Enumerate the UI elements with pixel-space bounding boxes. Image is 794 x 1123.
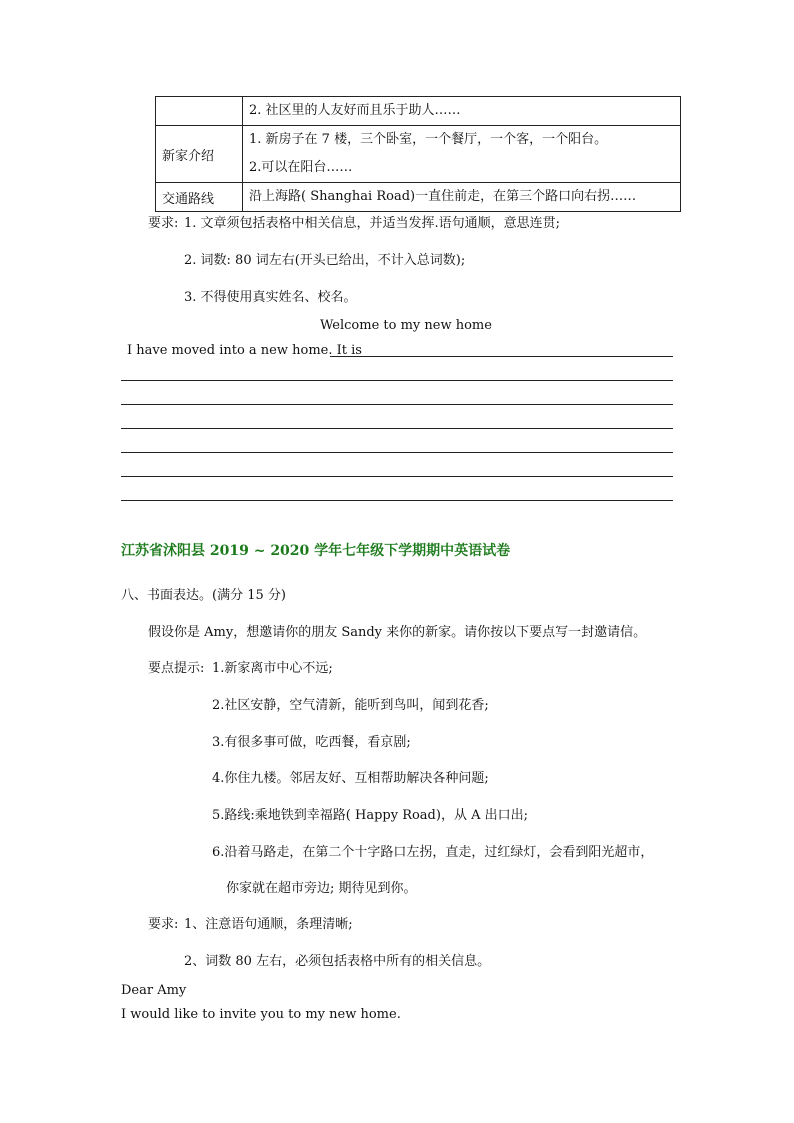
- req-prefix: 要求:: [148, 917, 179, 932]
- salutation: Dear Amy: [121, 983, 187, 998]
- answer-line: [121, 476, 673, 477]
- letter-opening: I would like to invite you to my new home.: [121, 1007, 401, 1022]
- answer-line: [121, 404, 673, 405]
- cell-line: 2. 社区里的人友好而且乐于助人……: [249, 103, 461, 118]
- essay-title: Welcome to my new home: [320, 318, 492, 333]
- table-row: [156, 126, 681, 183]
- part-title: 八、书面表达。(满分 15 分): [121, 588, 286, 603]
- points-prefix: 要点提示:: [148, 661, 205, 676]
- row-label: 新家介绍: [156, 126, 243, 183]
- requirement-item: 3. 不得使用真实姓名、校名。: [184, 290, 357, 305]
- info-table: [155, 96, 681, 212]
- point-item: 6.沿着马路走，在第二个十字路口左拐，直走，过红绿灯，会看到阳光超市，: [212, 845, 654, 860]
- point-item: 2.社区安静，空气清新，能听到鸟叫，闻到花香;: [212, 698, 489, 713]
- answer-line: [121, 452, 673, 453]
- answer-line: [121, 428, 673, 429]
- cell-line: 2.可以在阳台……: [249, 160, 353, 175]
- answer-line: [121, 500, 673, 501]
- requirement-item: 1. 文章须包括表格中相关信息，并适当发挥.语句通顺，意思连贯;: [184, 216, 561, 231]
- row-content: [243, 126, 681, 183]
- table-row: [156, 183, 681, 212]
- essay-opening: I have moved into a new home. It is: [127, 343, 362, 358]
- req-item: 1、注意语句通顺，条理清晰;: [184, 917, 353, 932]
- point-item: 4.你住九楼。邻居友好、互相帮助解决各种问题;: [212, 771, 489, 786]
- requirements-prefix: 要求:: [148, 216, 179, 231]
- row-label: 交通路线: [156, 183, 243, 212]
- answer-line: [121, 380, 673, 381]
- point-item: 5.路线:乘地铁到幸福路( Happy Road)，从 A 出口出;: [212, 808, 528, 823]
- cell-line: 1. 新房子在 7 楼，三个卧室，一个餐厅，一个客，一个阳台。: [249, 132, 608, 147]
- point-item: 3.有很多事可做，吃西餐，看京剧;: [212, 735, 411, 750]
- section-heading: 江苏省沭阳县 2019 ~ 2020 学年七年级下学期期中英语试卷: [121, 543, 511, 559]
- prompt-text: 假设你是 Amy，想邀请你的朋友 Sandy 来你的新家。请你按以下要点写一封邀请信。: [148, 625, 647, 640]
- row-label: [156, 97, 243, 126]
- req-item: 2、词数 80 左右，必须包括表格中所有的相关信息。: [184, 954, 491, 969]
- cell-line: 沿上海路( Shanghai Road)一直住前走，在第三个路口向右拐……: [249, 189, 637, 204]
- row-content: [243, 183, 681, 212]
- point-item: 你家就在超市旁边; 期待见到你。: [226, 881, 417, 896]
- point-item: 1.新家离市中心不远;: [212, 661, 333, 676]
- table-row: [156, 97, 681, 126]
- requirement-item: 2. 词数: 80 词左右(开头已给出，不计入总词数);: [184, 253, 466, 268]
- row-content: [243, 97, 681, 126]
- answer-line: [330, 356, 673, 357]
